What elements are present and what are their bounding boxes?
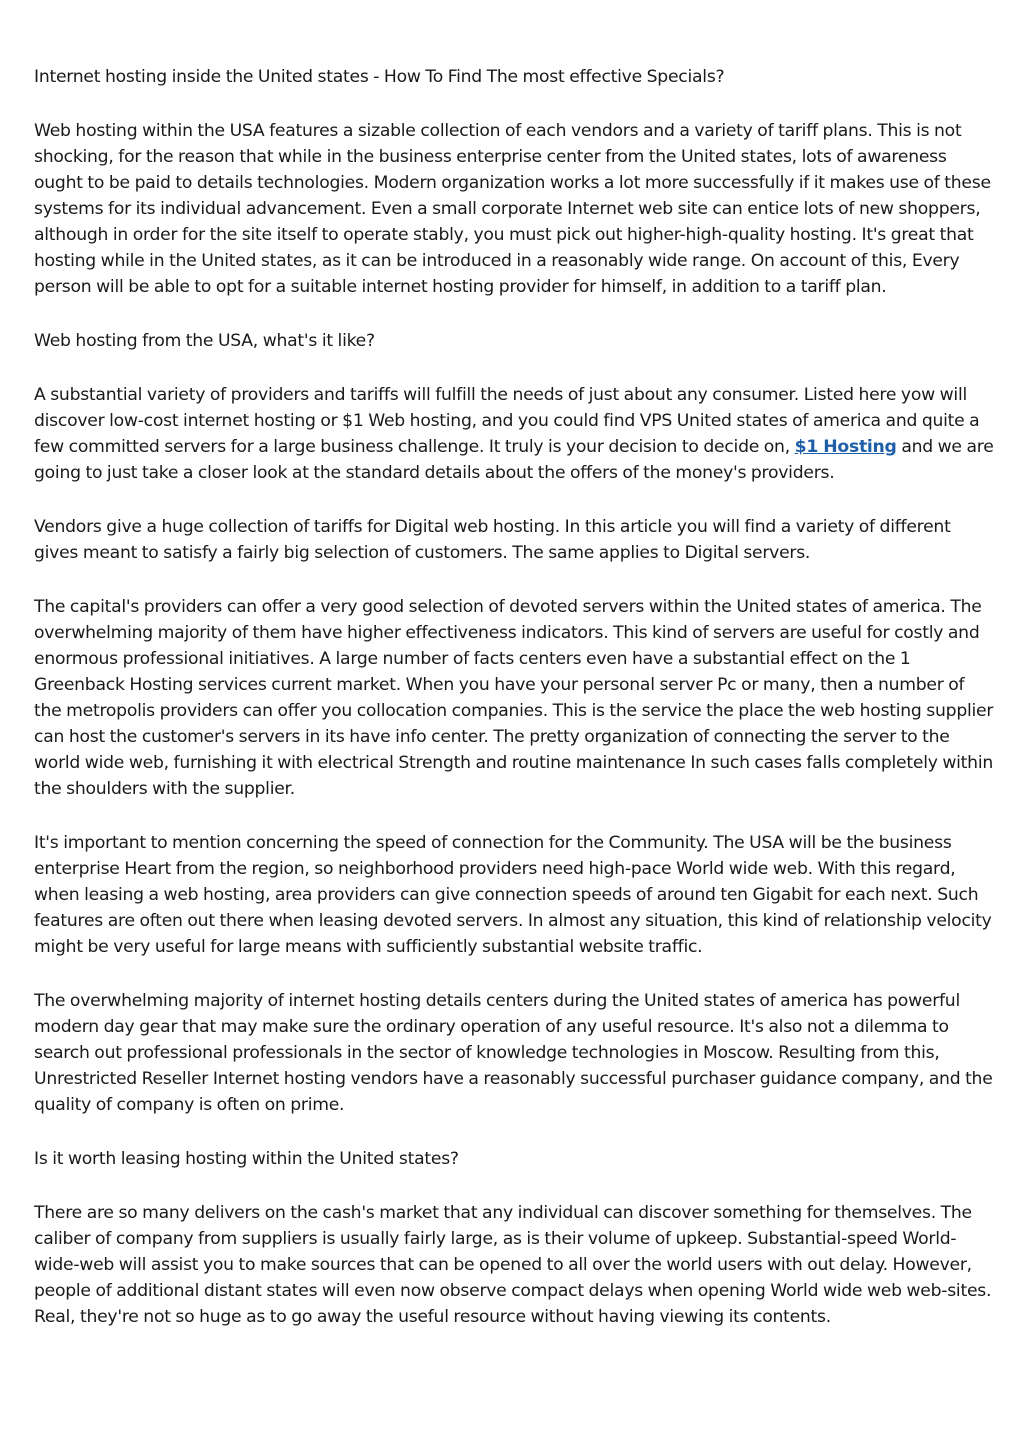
one-dollar-hosting-link[interactable]: $1 Hosting [794, 437, 897, 457]
paragraph-providers-text-after: and we are going to just take a closer look at the standard details about the offers of the money's providers. [34, 437, 994, 483]
paragraph-providers-text-before: A substantial variety of providers and tariffs will fulfill the needs of just about any consumer. Listed here yow will discover low-cost internet hosting or $1 Web hosting, and you could find VPS United states of america and quite a few committed servers for a large business challenge. It truly is your decision to decide on, [34, 385, 980, 457]
document-body [34, 64, 994, 1358]
paragraph-dedicated-servers: The capital's providers can offer a very good selection of devoted servers within the United states of america. The overwhelming majority of them have higher effectiveness indicators. This kind of servers are useful for costly and enormous professional initiatives. A large number of facts centers even have a substantial effect on the 1 Greenback Hosting services current market. When you have your personal server Pc or many, then a number of the metropolis providers can offer you collocation companies. This is the service the place the web hosting supplier can host the customer's servers in its have info center. The pretty organization of connecting the server to the world wide web, furnishing it with electrical Strength and routine maintenance In such cases falls completely within the shoulders with the supplier. [34, 597, 994, 799]
section-heading-worth-leasing: Is it worth leasing hosting within the United states? [34, 1149, 459, 1169]
paragraph-connection-speed: It's important to mention concerning the speed of connection for the Community. The USA will be the business enterprise Heart from the region, so neighborhood providers need high-pace World wide web. With this regard, when leasing a web hosting, area providers can give connection speeds of around ten Gigabit for each next. Such features are often out there when leasing devoted servers. In almost any situation, this kind of relationship velocity might be very useful for large means with sufficiently substantial website traffic. [34, 833, 992, 957]
paragraph-intro: Web hosting within the USA features a sizable collection of each vendors and a variety of tariff plans. This is not shocking, for the reason that while in the business enterprise center from the United states, lots of awareness ought to be paid to details technologies. Modern organization works a lot more successfully if it makes use of these systems for its individual advancement. Even a small corporate Internet web site can entice lots of new shoppers, although in order for the site itself to operate stably, you must pick out higher-high-quality hosting. It's great that hosting while in the United states, as it can be introduced in a reasonably wide range. On account of this, Every person will be able to opt for a suitable internet hosting provider for himself, in addition to a tariff plan. [34, 121, 991, 297]
section-heading-what-is-it-like: Web hosting from the USA, what's it like? [34, 331, 375, 351]
paragraph-data-centers: The overwhelming majority of internet hosting details centers during the United states of america has powerful modern day gear that may make sure the ordinary operation of any useful resource. It's also not a dilemma to search out professional professionals in the sector of knowledge technologies in Moscow. Resulting from this, Unrestricted Reseller Internet hosting vendors have a reasonably successful purchaser guidance company, and the quality of company is often on prime. [34, 991, 993, 1115]
paragraph-providers [34, 382, 994, 486]
paragraph-conclusion: There are so many delivers on the cash's market that any individual can discover something for themselves. The caliber of company from suppliers is usually fairly large, as is their volume of upkeep. Substantial-speed World-wide-web will assist you to make sources that can be opened to all over the world users with out delay. However, people of additional distant states will even now observe compact delays when opening World wide web web-sites. Real, they're not so huge as to go away the useful resource without having viewing its contents. [34, 1203, 992, 1327]
document-title: Internet hosting inside the United states - How To Find The most effective Specials? [34, 67, 725, 87]
paragraph-virtual-hosting: Vendors give a huge collection of tariffs for Digital web hosting. In this article you will find a variety of different gives meant to satisfy a fairly big selection of customers. The same applies to Digital servers. [34, 517, 951, 563]
